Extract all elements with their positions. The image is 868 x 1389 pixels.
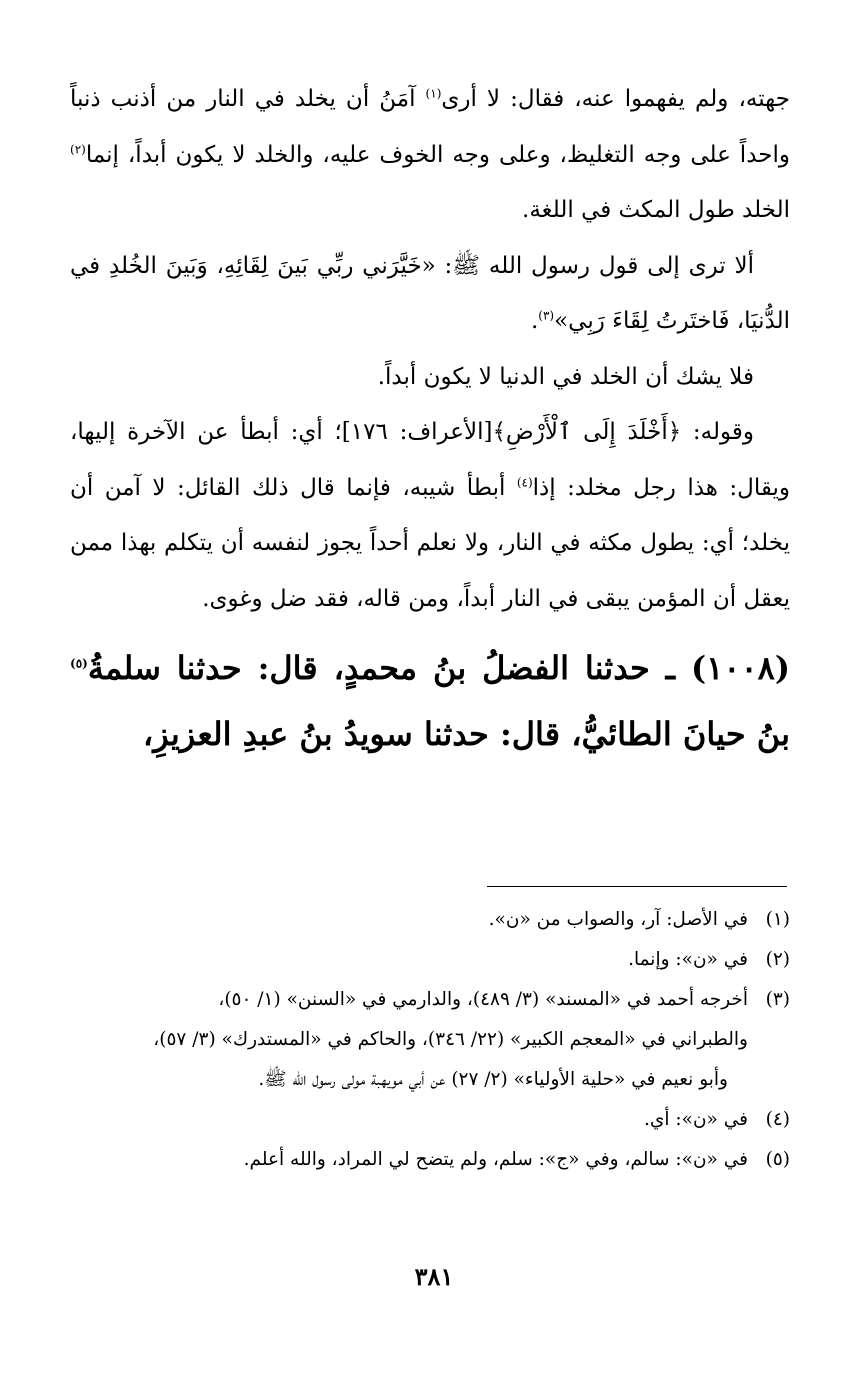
paragraph-2 [70, 239, 790, 350]
hadith-part-a: (١٠٠٨) ـ حدثنا الفضلُ بنُ محمدٍ، قال: حدثنا سلمةُ [87, 649, 790, 687]
paragraph-1 [70, 72, 790, 239]
paragraph-4 [70, 405, 790, 627]
footnote-marker-3[interactable]: (٣) [538, 308, 555, 323]
paragraph-1-part-b: آمَنُ أن يخلد في النار من أذنب ذنباً واحداً على وجه التغليظ، وعلى وجه الخوف عليه، والخلد لا يكون أبداً، إنما [70, 86, 790, 168]
footnote-5 [70, 1140, 790, 1180]
footnote-number: (٢) [765, 949, 790, 970]
paragraph-4-part-a: وقوله: ﴿أَخْلَدَ إِلَى ٱلْأَرْضِ﴾[الأعراف: ١٧٦]؛ أي: أبطأ عن الآخرة إليها، ويقال: هذا رجل مخلد: إذا [70, 419, 790, 501]
footnote-number: (٤) [765, 1109, 790, 1130]
footnote-marker-2[interactable]: (٢) [70, 141, 86, 156]
footnote-line: في «ن»: وإنما. [628, 949, 748, 970]
footnote-text [70, 900, 748, 940]
footnote-2 [70, 940, 790, 980]
body-text [70, 72, 790, 627]
footnote-marker-1[interactable]: (١) [425, 86, 442, 101]
hadith-part-b: بنُ حيانَ الطائيُّ، قال: حدثنا سويدُ بنُ عبدِ العزيزِ، [142, 715, 790, 753]
paragraph-2-part-a: ألا ترى إلى قول رسول الله ﷺ: «خَيَّرَني ربِّي بَينَ لِقَائِهِ، وَبَينَ الخُلدِ في الدُّنيَا، فَاختَرتُ لِقَاءَ رَبِي» [70, 252, 790, 334]
hadith-paragraph [70, 635, 790, 767]
paragraph-1-part-a: جهته، ولم يفهموا عنه، فقال: لا أرى [441, 86, 790, 112]
hadith-chain [70, 635, 790, 767]
footnote-marker-4[interactable]: (٤) [516, 474, 533, 489]
footnote-number: (٥) [765, 1149, 790, 1170]
main-text-block [70, 72, 790, 767]
footnote-line: في «ن»: سالم، وفي «ج»: سلم، ولم يتضح لي المراد، والله أعلم. [243, 1149, 748, 1170]
page-number: ٣٨١ [414, 1262, 454, 1291]
footnote-3 [70, 980, 790, 1100]
footnote-text [70, 1100, 748, 1140]
footnote-marker-5[interactable]: (٥) [70, 656, 88, 671]
footnote-line: في «ن»: أي. [644, 1109, 748, 1130]
footnotes [70, 900, 790, 1180]
footnote-line: أخرجه أحمد في «المسند» (٣/ ٤٨٩)، والدارمي في «السنن» (١/ ٥٠)، [218, 989, 748, 1010]
paragraph-2-part-b: . [530, 308, 539, 334]
paragraph-1-part-c: الخلد طول المكث في اللغة. [522, 197, 790, 223]
footnote-divider [487, 886, 787, 887]
footnote-text [70, 980, 748, 1100]
footnote-4 [70, 1100, 790, 1140]
footnote-line: في الأصل: آر، والصواب من «ن». [488, 909, 748, 930]
footnote-text [70, 1140, 748, 1180]
paragraph-4-part-b: أبطأ شيبه، فإنما قال ذلك القائل: لا آمن أن يخلد؛ أي: يطول مكثه في النار، ولا نعلم أحداً يجوز لنفسه أن يتكلم بهذا ممن يعقل أن المؤمن يبقى في النار أبداً، ومن قاله، فقد ضل وغوى. [70, 474, 790, 612]
footnote-number: (١) [765, 909, 790, 930]
footnote-number: (٣) [765, 989, 790, 1010]
paragraph-3: فلا يشك أن الخلد في الدنيا لا يكون أبداً. [377, 363, 754, 390]
footnote-line: وأبو نعيم في «حلية الأولياء» (٢/ ٢٧) عن أبي مويهبة مولى رسول الله ﷺ. [258, 1069, 728, 1090]
footnote-line: والطبراني في «المعجم الكبير» (٢٢/ ٣٤٦)، والحاكم في «المستدرك» (٣/ ٥٧)، [153, 1029, 748, 1050]
footnote-text [70, 940, 748, 980]
footnote-1 [70, 900, 790, 940]
